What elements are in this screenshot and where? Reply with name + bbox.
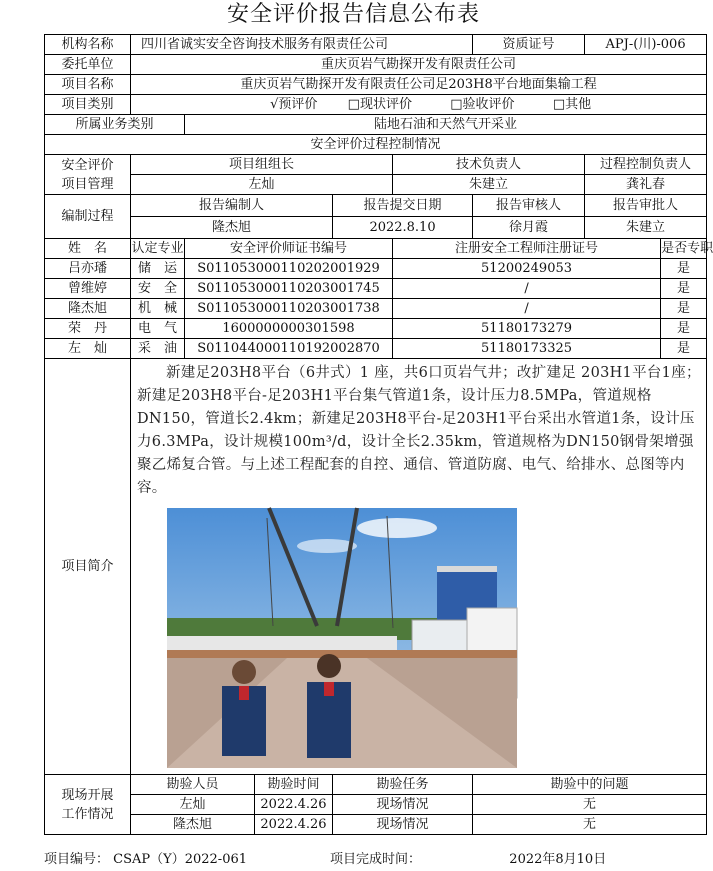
industry-label: 所属业务类别 (45, 115, 185, 135)
project-name-row (45, 75, 707, 95)
site-issue: 无 (473, 795, 707, 815)
site-col-time: 勘验时间 (255, 775, 333, 795)
staff-fulltime: 是 (661, 259, 707, 279)
table-row (45, 339, 707, 359)
project-type-row (45, 95, 707, 115)
reviewer-value: 徐月霞 (473, 217, 585, 239)
site-time: 2022.4.26 (255, 795, 333, 815)
staff-name: 曾维婷 (45, 279, 131, 299)
mgmt-label-line2: 项目管理 (61, 176, 114, 192)
industry-value: 陆地石油和天然气开采业 (185, 115, 707, 135)
process-cols-row (45, 155, 707, 175)
staff-col-name: 姓 名 (45, 239, 131, 259)
footer-project-code (44, 850, 247, 870)
tech-value: 朱建立 (393, 175, 585, 195)
page-title: 安全评价报告信息公布表 (226, 2, 480, 27)
staff-col-fulltime: 是否专职 (661, 239, 707, 259)
staff-name: 左 灿 (45, 339, 131, 359)
site-col-person: 勘验人员 (131, 775, 255, 795)
process-col: 过程控制负责人 (585, 155, 707, 175)
approver-col: 报告审批人 (585, 195, 707, 217)
completion-label: 项目完成时间： (330, 852, 422, 867)
intro-text: 新建足203H8平台（6井式）1 座，共6口页岩气井；改扩建足 203H1平台1座；新建足203H8平台-足203H1平台集气管道1条，设计压力8.5MPa，管道规格DN150，管道长2.4km；新建足203H8平台-足203H1平台采出水管道1条，设计压力6.3MPa，设计规模100m³/d，设计全长2.35km，管道规格为DN150钢骨架增强聚乙烯复合管。与上述工程配套的自控、通信、管道防腐、电气、给排水、总图等内容。 (137, 365, 701, 496)
staff-major: 储 运 (131, 259, 185, 279)
staff-reg: 51200249053 (393, 259, 661, 279)
staff-major: 电 气 (131, 319, 185, 339)
staff-reg: 51180173325 (393, 339, 661, 359)
site-header-row (45, 775, 707, 795)
staff-header-row (45, 239, 707, 259)
project-code-value: CSAP（Y）2022-061 (113, 852, 248, 867)
table-row (45, 795, 707, 815)
staff-name: 荣 丹 (45, 319, 131, 339)
staff-fulltime: 是 (661, 279, 707, 299)
intro-label: 项目简介 (45, 359, 131, 775)
org-value: 四川省诚实安全咨询技术服务有限责任公司 (131, 35, 473, 55)
industry-row (45, 115, 707, 135)
process-header: 安全评价过程控制情况 (45, 135, 707, 155)
approver-value: 朱建立 (585, 217, 707, 239)
leader-col: 项目组组长 (131, 155, 393, 175)
staff-fulltime: 是 (661, 339, 707, 359)
site-person: 隆杰旭 (131, 815, 255, 835)
site-task: 现场情况 (333, 815, 473, 835)
intro-cell (131, 359, 707, 775)
client-row (45, 55, 707, 75)
staff-name: 隆杰旭 (45, 299, 131, 319)
compile-label: 编制过程 (45, 195, 131, 239)
project-type-options (131, 95, 707, 115)
staff-major: 机 械 (131, 299, 185, 319)
reviewer-col: 报告审核人 (473, 195, 585, 217)
project-name-value: 重庆页岩气勘探开发有限责任公司足203H8平台地面集输工程 (131, 75, 707, 95)
table-row (45, 319, 707, 339)
staff-cert: 1600000000301598 (185, 319, 393, 339)
option-acceptance-eval: □验收评价 (450, 97, 515, 112)
tech-col: 技术负责人 (393, 155, 585, 175)
site-time: 2022.4.26 (255, 815, 333, 835)
date-value: 2022.8.10 (333, 217, 473, 239)
staff-name: 吕亦璠 (45, 259, 131, 279)
staff-fulltime: 是 (661, 319, 707, 339)
site-label (45, 775, 131, 835)
date-col: 报告提交日期 (333, 195, 473, 217)
client-label: 委托单位 (45, 55, 131, 75)
project-code-label: 项目编号： (44, 852, 110, 867)
compile-cols-row (45, 195, 707, 217)
staff-cert: S011053000110202001929 (185, 259, 393, 279)
site-col-issue: 勘验中的问题 (473, 775, 707, 795)
staff-cert: S011053000110203001745 (185, 279, 393, 299)
author-col: 报告编制人 (131, 195, 333, 217)
table-row (45, 259, 707, 279)
staff-major: 安 全 (131, 279, 185, 299)
completion-value: 2022年8月10日 (509, 852, 607, 867)
staff-fulltime: 是 (661, 299, 707, 319)
staff-col-major: 认定专业 (131, 239, 185, 259)
table-row (45, 299, 707, 319)
staff-col-reg: 注册安全工程师注册证号 (393, 239, 661, 259)
process-value: 龚礼春 (585, 175, 707, 195)
staff-reg: / (393, 299, 661, 319)
site-person: 左灿 (131, 795, 255, 815)
staff-cert: S011044000110192002870 (185, 339, 393, 359)
org-row (45, 35, 707, 55)
info-table (44, 34, 713, 835)
table-row (45, 279, 707, 299)
project-name-label: 项目名称 (45, 75, 131, 95)
staff-major: 采 油 (131, 339, 185, 359)
leader-value: 左灿 (131, 175, 393, 195)
site-col-task: 勘验任务 (333, 775, 473, 795)
process-values-row (45, 175, 707, 195)
option-other: □其他 (552, 97, 592, 112)
site-issue: 无 (473, 815, 707, 835)
site-task: 现场情况 (333, 795, 473, 815)
footer-completion (330, 850, 606, 870)
option-status-eval: □现状评价 (347, 97, 412, 112)
staff-cert: S011053000110203001738 (185, 299, 393, 319)
cert-label: 资质证号 (473, 35, 585, 55)
process-header-row (45, 135, 707, 155)
site-label-line1: 现场开展 (61, 787, 114, 803)
client-value: 重庆页岩气勘探开发有限责任公司 (131, 55, 707, 75)
cert-value: APJ-(川)-006 (585, 35, 707, 55)
staff-col-cert: 安全评价师证书编号 (185, 239, 393, 259)
mgmt-label (45, 155, 131, 195)
intro-row (45, 359, 707, 775)
mgmt-label-line1: 安全评价 (61, 157, 114, 173)
table-row (45, 815, 707, 835)
staff-reg: / (393, 279, 661, 299)
project-type-label: 项目类别 (45, 95, 131, 115)
option-pre-eval: √预评价 (270, 97, 318, 112)
author-value: 隆杰旭 (131, 217, 333, 239)
compile-values-row (45, 217, 707, 239)
staff-reg: 51180173279 (393, 319, 661, 339)
site-photo (167, 508, 517, 768)
org-label: 机构名称 (45, 35, 131, 55)
site-label-line2: 工作情况 (61, 806, 114, 822)
